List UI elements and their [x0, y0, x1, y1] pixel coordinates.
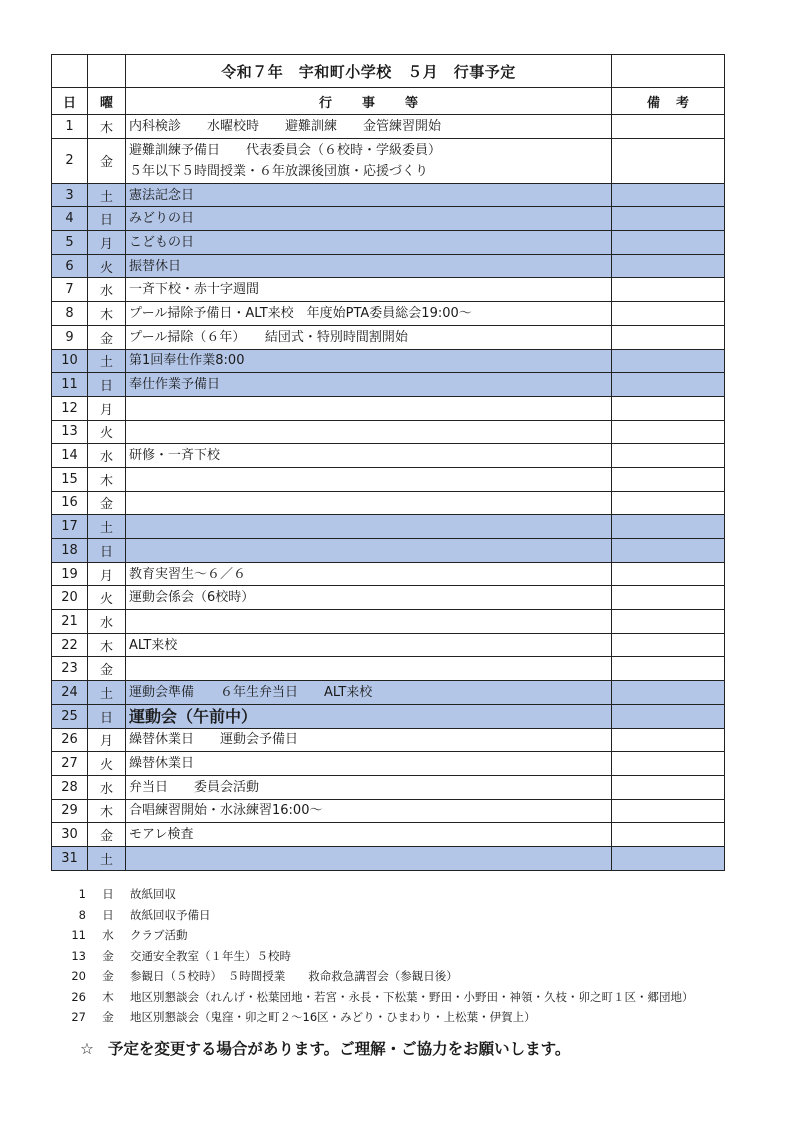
table-row	[52, 704, 725, 728]
table-row	[52, 491, 725, 515]
table-row	[52, 681, 725, 705]
row-day: 10	[52, 349, 88, 373]
table-row	[52, 302, 725, 326]
table-row	[52, 254, 725, 278]
row-notes	[612, 799, 725, 823]
row-notes	[612, 231, 725, 255]
row-notes	[612, 278, 725, 302]
row-notes	[612, 657, 725, 681]
row-weekday: 木	[88, 115, 126, 139]
row-notes	[612, 302, 725, 326]
row-day: 25	[52, 704, 88, 728]
row-notes	[612, 207, 725, 231]
row-events	[126, 491, 612, 515]
event-text: 運動会係会（6校時）	[129, 590, 255, 606]
row-weekday: 水	[88, 278, 126, 302]
row-notes	[612, 610, 725, 634]
event-text: 第1回奉仕作業8:00	[129, 353, 245, 369]
table-row	[52, 633, 725, 657]
row-weekday: 月	[88, 231, 126, 255]
row-events	[126, 207, 612, 231]
note-text: 地区別懇談会（鬼窪・卯之町２～16区・みどり・ひまわり・上松葉・伊賀上）	[130, 1010, 536, 1025]
row-day: 2	[52, 138, 88, 183]
row-weekday: 日	[88, 704, 126, 728]
row-day: 15	[52, 467, 88, 491]
table-row	[52, 728, 725, 752]
header-events: 行事等	[126, 88, 612, 115]
event-text: 運動会（午前中）	[129, 706, 258, 726]
row-notes	[612, 539, 725, 563]
row-weekday: 土	[88, 515, 126, 539]
row-notes	[612, 752, 725, 776]
row-notes	[612, 704, 725, 728]
note-item	[60, 884, 694, 905]
row-day: 4	[52, 207, 88, 231]
table-row	[52, 138, 725, 183]
row-notes	[612, 373, 725, 397]
row-events	[126, 396, 612, 420]
table-row	[52, 799, 725, 823]
row-events	[126, 681, 612, 705]
table-row	[52, 467, 725, 491]
table-row	[52, 115, 725, 139]
row-notes	[612, 491, 725, 515]
star-icon: ☆	[80, 1040, 94, 1058]
row-events	[126, 302, 612, 326]
note-item	[60, 905, 694, 926]
row-weekday: 木	[88, 467, 126, 491]
row-weekday: 木	[88, 633, 126, 657]
note-day: 13	[71, 948, 86, 963]
row-day: 3	[52, 183, 88, 207]
row-events	[126, 610, 612, 634]
header-row	[52, 88, 725, 115]
row-weekday: 日	[88, 207, 126, 231]
row-notes	[612, 183, 725, 207]
row-day: 13	[52, 420, 88, 444]
row-notes	[612, 823, 725, 847]
note-text: 故紙回収予備日	[130, 907, 211, 922]
row-events	[126, 799, 612, 823]
header-weekday: 曜	[88, 88, 126, 115]
row-weekday: 火	[88, 254, 126, 278]
note-item	[60, 987, 694, 1008]
row-day: 28	[52, 775, 88, 799]
title-row	[52, 55, 725, 88]
event-text: 教育実習生～６／６	[129, 566, 247, 582]
event-text: 内科検診 水曜校時 避難訓練 金管練習開始	[129, 118, 442, 134]
row-day: 24	[52, 681, 88, 705]
row-events	[126, 373, 612, 397]
row-day: 1	[52, 115, 88, 139]
row-events	[126, 775, 612, 799]
row-events	[126, 704, 612, 728]
event-text: みどりの日	[129, 211, 195, 227]
note-text: 交通安全教室（１年生）５校時	[130, 948, 291, 963]
row-events	[126, 278, 612, 302]
row-weekday: 金	[88, 325, 126, 349]
note-day: 1	[78, 887, 86, 902]
row-notes	[612, 775, 725, 799]
row-weekday: 土	[88, 349, 126, 373]
row-notes	[612, 138, 725, 183]
note-weekday: 金	[102, 969, 114, 984]
row-weekday: 月	[88, 562, 126, 586]
footer-text: 予定を変更する場合があります。ご理解・ご協力をお願いします。	[107, 1040, 571, 1058]
table-row	[52, 373, 725, 397]
event-text: 弁当日 委員会活動	[129, 779, 260, 795]
table-row	[52, 349, 725, 373]
row-events	[126, 752, 612, 776]
row-notes	[612, 349, 725, 373]
title-blank-day	[52, 55, 88, 88]
row-events	[126, 183, 612, 207]
table-row	[52, 586, 725, 610]
row-day: 16	[52, 491, 88, 515]
row-events	[126, 823, 612, 847]
table-row	[52, 657, 725, 681]
row-notes	[612, 586, 725, 610]
note-text: 地区別懇談会（れんげ・松葉団地・若宮・永長・下松葉・野田・小野田・神領・久枝・卯之町１区・郷団地）	[130, 989, 694, 1004]
row-events	[126, 254, 612, 278]
note-day: 27	[71, 1010, 86, 1025]
table-row	[52, 207, 725, 231]
row-weekday: 金	[88, 657, 126, 681]
row-day: 21	[52, 610, 88, 634]
table-row	[52, 752, 725, 776]
row-day: 8	[52, 302, 88, 326]
row-weekday: 火	[88, 586, 126, 610]
row-events	[126, 657, 612, 681]
row-notes	[612, 633, 725, 657]
row-day: 7	[52, 278, 88, 302]
note-weekday: 日	[102, 907, 114, 922]
row-weekday: 火	[88, 420, 126, 444]
event-text: 振替休日	[129, 258, 182, 274]
row-events	[126, 586, 612, 610]
schedule-table	[51, 54, 725, 871]
row-day: 22	[52, 633, 88, 657]
row-weekday: 火	[88, 752, 126, 776]
row-weekday: 金	[88, 138, 126, 183]
event-text: 一斉下校・赤十字週間	[129, 282, 260, 298]
note-weekday: 木	[102, 989, 114, 1004]
row-events	[126, 633, 612, 657]
footer-notice	[80, 1037, 570, 1059]
row-events	[126, 539, 612, 563]
row-weekday: 土	[88, 681, 126, 705]
row-events	[126, 231, 612, 255]
header-day: 日	[52, 88, 88, 115]
row-events	[126, 467, 612, 491]
table-row	[52, 183, 725, 207]
row-events	[126, 444, 612, 468]
row-day: 31	[52, 846, 88, 870]
row-weekday: 月	[88, 396, 126, 420]
note-day: 8	[78, 907, 86, 922]
note-item	[60, 1007, 694, 1028]
table-row	[52, 444, 725, 468]
row-events	[126, 115, 612, 139]
note-day: 11	[71, 928, 86, 943]
table-row	[52, 610, 725, 634]
event-text: 合唱練習開始・水泳練習16:00～	[129, 803, 323, 819]
row-events	[126, 515, 612, 539]
row-day: 29	[52, 799, 88, 823]
schedule-body	[52, 115, 725, 871]
row-day: 12	[52, 396, 88, 420]
event-text: 研修・一斉下校	[129, 448, 221, 464]
note-text: 故紙回収	[130, 887, 176, 902]
row-day: 18	[52, 539, 88, 563]
row-notes	[612, 728, 725, 752]
row-day: 9	[52, 325, 88, 349]
row-events	[126, 325, 612, 349]
row-events	[126, 846, 612, 870]
event-text: ALT来校	[129, 637, 178, 653]
table-row	[52, 231, 725, 255]
row-weekday: 日	[88, 373, 126, 397]
row-day: 23	[52, 657, 88, 681]
event-text: 繰替休業日 運動会予備日	[129, 732, 299, 748]
event-text: 憲法記念日	[129, 187, 195, 203]
page-title: 令和７年 宇和町小学校 ５月 行事予定	[126, 55, 612, 88]
row-day: 14	[52, 444, 88, 468]
event-text: 奉仕作業予備日	[129, 377, 221, 393]
event-text: プール掃除予備日・ALT来校 年度始PTA委員総会19:00～	[129, 305, 472, 321]
table-row	[52, 515, 725, 539]
table-row	[52, 278, 725, 302]
row-weekday: 金	[88, 491, 126, 515]
note-weekday: 日	[102, 887, 114, 902]
notes-list	[60, 884, 694, 1028]
table-row	[52, 539, 725, 563]
row-notes	[612, 467, 725, 491]
row-events	[126, 138, 612, 183]
event-text: プール掃除（６年） 結団式・特別時間割開始	[129, 329, 408, 345]
row-notes	[612, 846, 725, 870]
event-text: こどもの日	[129, 234, 195, 250]
row-events	[126, 349, 612, 373]
row-notes	[612, 444, 725, 468]
table-row	[52, 396, 725, 420]
event-text: 避難訓練予備日 代表委員会（６校時・学級委員）	[129, 142, 442, 158]
row-notes	[612, 562, 725, 586]
row-weekday: 土	[88, 846, 126, 870]
table-row	[52, 420, 725, 444]
event-text: 繰替休業日	[129, 756, 195, 772]
note-weekday: 水	[102, 928, 114, 943]
note-item	[60, 966, 694, 987]
row-events	[126, 728, 612, 752]
note-text: クラブ活動	[130, 928, 188, 943]
row-notes	[612, 254, 725, 278]
row-weekday: 木	[88, 302, 126, 326]
note-item	[60, 946, 694, 967]
row-weekday: 水	[88, 775, 126, 799]
row-weekday: 日	[88, 539, 126, 563]
title-blank-weekday	[88, 55, 126, 88]
table-row	[52, 325, 725, 349]
row-day: 11	[52, 373, 88, 397]
row-weekday: 金	[88, 823, 126, 847]
note-item	[60, 925, 694, 946]
row-day: 30	[52, 823, 88, 847]
row-day: 27	[52, 752, 88, 776]
row-day: 26	[52, 728, 88, 752]
row-weekday: 水	[88, 610, 126, 634]
table-row	[52, 846, 725, 870]
note-day: 26	[71, 989, 86, 1004]
row-events	[126, 420, 612, 444]
row-notes	[612, 396, 725, 420]
event-text: モアレ検査	[129, 827, 194, 843]
row-weekday: 木	[88, 799, 126, 823]
note-weekday: 金	[102, 1010, 114, 1025]
event-text: 運動会準備 ６年生弁当日 ALT来校	[129, 684, 373, 700]
row-day: 19	[52, 562, 88, 586]
row-weekday: 月	[88, 728, 126, 752]
row-notes	[612, 515, 725, 539]
table-row	[52, 775, 725, 799]
note-weekday: 金	[102, 948, 114, 963]
row-day: 20	[52, 586, 88, 610]
row-notes	[612, 325, 725, 349]
title-blank-notes	[612, 55, 725, 88]
note-text: 参観日（５校時） ５時間授業 救命救急講習会（参観日後）	[130, 969, 458, 984]
row-events	[126, 562, 612, 586]
row-day: 17	[52, 515, 88, 539]
note-day: 20	[71, 969, 86, 984]
table-row	[52, 823, 725, 847]
table-row	[52, 562, 725, 586]
row-weekday: 水	[88, 444, 126, 468]
event-text: ５年以下５時間授業・６年放課後団旗・応援づくり	[129, 163, 429, 179]
row-notes	[612, 115, 725, 139]
row-notes	[612, 420, 725, 444]
row-day: 5	[52, 231, 88, 255]
row-weekday: 土	[88, 183, 126, 207]
row-day: 6	[52, 254, 88, 278]
row-notes	[612, 681, 725, 705]
header-notes: 備考	[612, 88, 725, 115]
